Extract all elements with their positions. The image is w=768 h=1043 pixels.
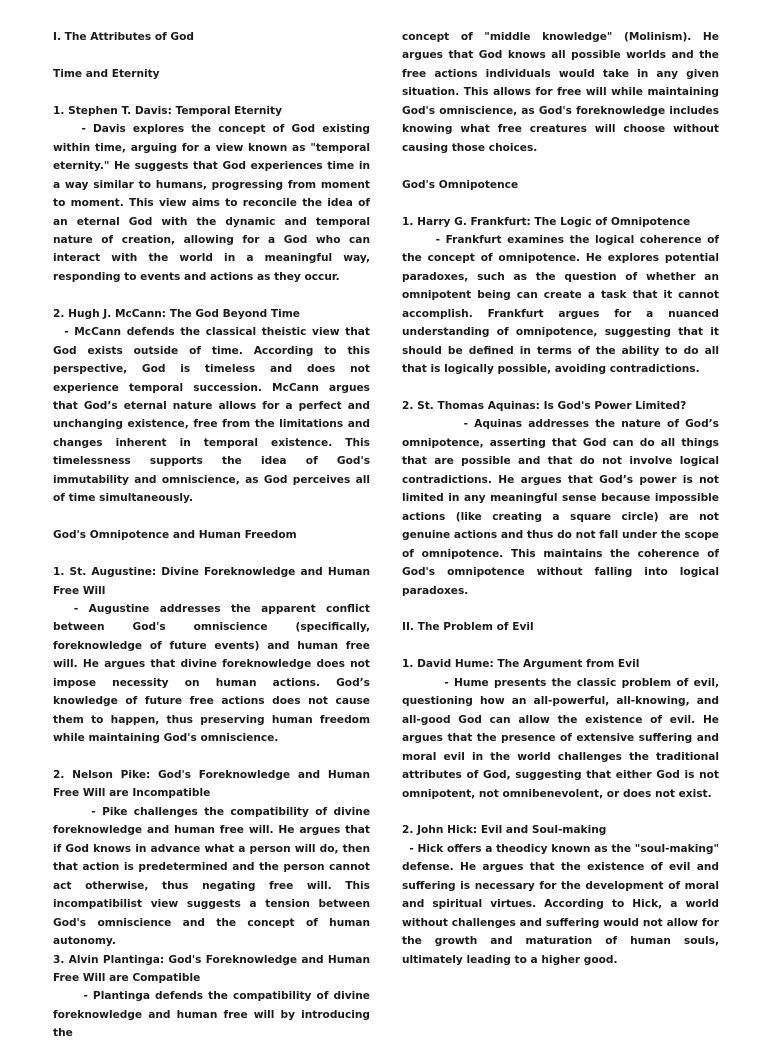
paragraph-pike: - Pike challenges the compatibility of divine foreknowledge and human free will. He argues that if God knows in advance what a person will do, then that action is predetermined and the person cannot act otherwise, thus negating free will. This incompatibilist view suggests a tension between God's omniscience and the concept of human autonomy.	[53, 805, 370, 948]
spacer	[53, 508, 370, 526]
subheading-pike: 2. Nelson Pike: God's Foreknowledge and Human Free Will are Incompatible	[53, 769, 370, 800]
heading-time-and-eternity: Time and Eternity	[53, 67, 160, 80]
spacer	[402, 803, 719, 821]
heading-gods-omnipotence: God's Omnipotence	[402, 178, 519, 191]
paragraph-augustine: - Augustine addresses the apparent conflict between God's omniscience (specifically, foreknowledge of future events) and human free will. He argues that divine foreknowledge does not impose necessity on human actions. God’s knowledge of future free actions does not cause them to happen, thus preserving human freedom while maintaining God's omniscience.	[53, 602, 370, 745]
subheading-plantinga: 3. Alvin Plantinga: God's Foreknowledge and Human Free Will are Compatible	[53, 953, 370, 985]
paragraph-plantinga-start: - Plantinga defends the compatibility of divine foreknowledge and human free will by introducing the	[53, 990, 370, 1040]
spacer	[53, 545, 370, 563]
heading-problem-of-evil: II. The Problem of Evil	[402, 621, 534, 634]
spacer	[402, 600, 719, 618]
subheading-aquinas: 2. St. Thomas Aquinas: Is God's Power Limited?	[402, 400, 687, 413]
paragraph-hick: - Hick offers a theodicy known as the "soul-making" defense. He argues that the existence of evil and suffering is necessary for the development of moral and spiritual virtues. According to Hick, a world without challenges and suffering would not allow for the growth and maturation of human souls, ultimately leading to a higher good.	[402, 842, 719, 966]
subheading-hume: 1. David Hume: The Argument from Evil	[402, 658, 640, 671]
spacer	[53, 286, 370, 304]
spacer	[53, 83, 370, 101]
subheading-frankfurt: 1. Harry G. Frankfurt: The Logic of Omnipotence	[402, 215, 691, 228]
paragraph-mccann: - McCann defends the classical theistic view that God exists outside of time. According to this perspective, God is timeless and does not experience temporal succession. McCann argues that God’s eternal nature allows for a perfect and unchanging existence, free from the limitations and changes inherent in temporal existence. This timelessness supports the idea of God's immutability and omniscience, as God perceives all of time simultaneously.	[53, 326, 370, 505]
subheading-hick: 2. John Hick: Evil and Soul-making	[402, 824, 607, 837]
paragraph-davis: - Davis explores the concept of God existing within time, arguing for a view known as "temporal eternity." He suggests that God experiences time in a way similar to humans, progressing from moment to moment. This view aims to reconcile the idea of an eternal God with the dynamic and temporal nature of creation, allowing for a God who can interact with the world in a meaningful way, responding to events and actions as they occur.	[53, 123, 370, 283]
right-column	[402, 28, 719, 969]
spacer	[402, 194, 719, 212]
spacer	[402, 637, 719, 655]
paragraph-frankfurt: - Frankfurt examines the logical coherence of the concept of omnipotence. He explores potential paradoxes, such as the question of whether an omnipotent being can create a task that it cannot accomplish. Frankfurt argues for a nuanced understanding of omnipotence, suggesting that it should be defined in terms of the ability to do all that is logically possible, avoiding contradictions.	[402, 233, 719, 376]
paragraph-aquinas: - Aquinas addresses the nature of God’s omnipotence, asserting that God can do all things that are possible and that do not involve logical contradictions. He argues that God’s power is not limited in any meaningful sense because impossible actions (like creating a square circle) are not genuine actions and thus do not fall under the scope of omnipotence. This maintains the coherence of God's omnipotence without falling into logical paradoxes.	[402, 418, 719, 597]
subheading-augustine: 1. St. Augustine: Divine Foreknowledge and Human Free Will	[53, 566, 370, 597]
spacer	[53, 46, 370, 64]
heading-omnipotence-freedom: God's Omnipotence and Human Freedom	[53, 529, 297, 542]
spacer	[402, 157, 719, 175]
spacer	[53, 748, 370, 766]
spacer	[402, 379, 719, 397]
left-column	[53, 28, 370, 1043]
paragraph-hume: - Hume presents the classic problem of evil, questioning how an all-powerful, all-knowing, and all-good God can allow the existence of evil. He argues that the presence of extensive suffering and moral evil in the world challenges the traditional attributes of God, suggesting that either God is not omnipotent, not omnibenevolent, or does not exist.	[402, 676, 719, 800]
subheading-mccann: 2. Hugh J. McCann: The God Beyond Time	[53, 307, 300, 320]
subheading-davis: 1. Stephen T. Davis: Temporal Eternity	[53, 104, 282, 117]
paragraph-plantinga-cont: concept of "middle knowledge" (Molinism). He argues that God knows all possible worlds and the free actions individuals would take in any given situation. This allows for free will while maintaining God's omniscience, as God's foreknowledge includes knowing what free creatures will choose without causing those choices.	[402, 31, 719, 154]
heading-attributes-of-god: I. The Attributes of God	[53, 31, 194, 43]
